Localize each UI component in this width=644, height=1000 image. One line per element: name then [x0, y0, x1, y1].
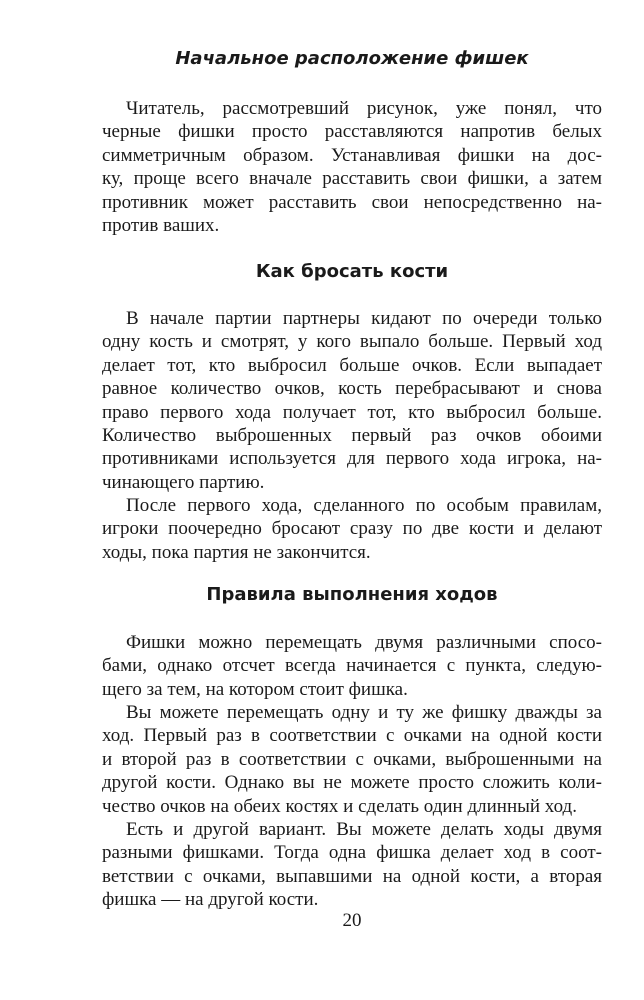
- text-line: черные фишки просто расставляются напротив белых: [102, 121, 602, 143]
- text-line: ходы, пока партия не закончится.: [102, 541, 371, 563]
- text-line: право первого хода получает тот, кто выбросил больше.: [102, 401, 602, 423]
- text-line: ку, проще всего вначале расставить свои фишки, а затем: [102, 168, 602, 190]
- text-line: противниками используется для первого хода игрока, на-: [102, 448, 602, 470]
- text-line: симметричным образом. Устанавливая фишки на дос-: [102, 144, 602, 166]
- paragraph: [102, 494, 602, 564]
- text-line: и второй раз в соответствии с очками, выброшенными на: [102, 748, 602, 770]
- text-line: Количество выброшенных первый раз очков обоими: [102, 424, 602, 446]
- text-line: После первого хода, сделанного по особым правилам,: [126, 495, 602, 516]
- text-line: фишка — на другой кости.: [102, 889, 319, 911]
- text-line: щего за тем, на котором стоит фишка.: [102, 678, 408, 700]
- paragraph: [102, 818, 602, 912]
- text-line: противник может расставить свои непосредственно на-: [102, 191, 602, 213]
- text-line: бами, однако отсчет всегда начинается с пункта, следую-: [102, 655, 602, 677]
- paragraph: [102, 307, 602, 494]
- text-line: Фишки можно перемещать двумя различными спосо-: [126, 632, 602, 653]
- text-line: Есть и другой вариант. Вы можете делать ходы двумя: [126, 819, 602, 840]
- paragraph: [102, 701, 602, 818]
- paragraph: [102, 97, 602, 237]
- text-line: делает тот, кто выбросил больше очков. Если выпадает: [102, 354, 602, 376]
- page-number: 20: [342, 910, 362, 931]
- text-line: другой кости. Однако вы не можете просто сложить коли-: [102, 772, 602, 794]
- text-line: разными фишками. Тогда одна фишка делает ход в соот-: [102, 842, 602, 864]
- text-line: ход. Первый раз в соответствии с очками на одной кости: [102, 725, 602, 747]
- text-line: равное количество очков, кость перебрасывают и снова: [102, 378, 602, 400]
- book-page: [102, 0, 602, 1000]
- text-line: против ваших.: [102, 214, 220, 236]
- text-line: ветствии с очками, выпавшими на одной кости, а вторая: [102, 865, 602, 887]
- text-line: В начале партии партнеры кидают по очереди только: [126, 308, 602, 329]
- text-line: игроки поочередно бросают сразу по две кости и делают: [102, 518, 602, 540]
- section-heading-initial-placement: Начальное расположение фишек: [175, 48, 529, 69]
- text-line: чинающего партию.: [102, 471, 265, 493]
- section-heading-move-rules: Правила выполнения ходов: [206, 584, 498, 605]
- text-line: Читатель, рассмотревший рисунок, уже понял, что: [126, 98, 602, 119]
- text-line: одну кость и смотрят, у кого выпало больше. Первый ход: [102, 331, 602, 353]
- paragraph: [102, 631, 602, 701]
- section-heading-dice-throwing: Как бросать кости: [255, 261, 449, 282]
- text-line: чество очков на обеих костях и сделать один длинный ход.: [102, 795, 577, 817]
- text-line: Вы можете перемещать одну и ту же фишку дважды за: [126, 702, 602, 723]
